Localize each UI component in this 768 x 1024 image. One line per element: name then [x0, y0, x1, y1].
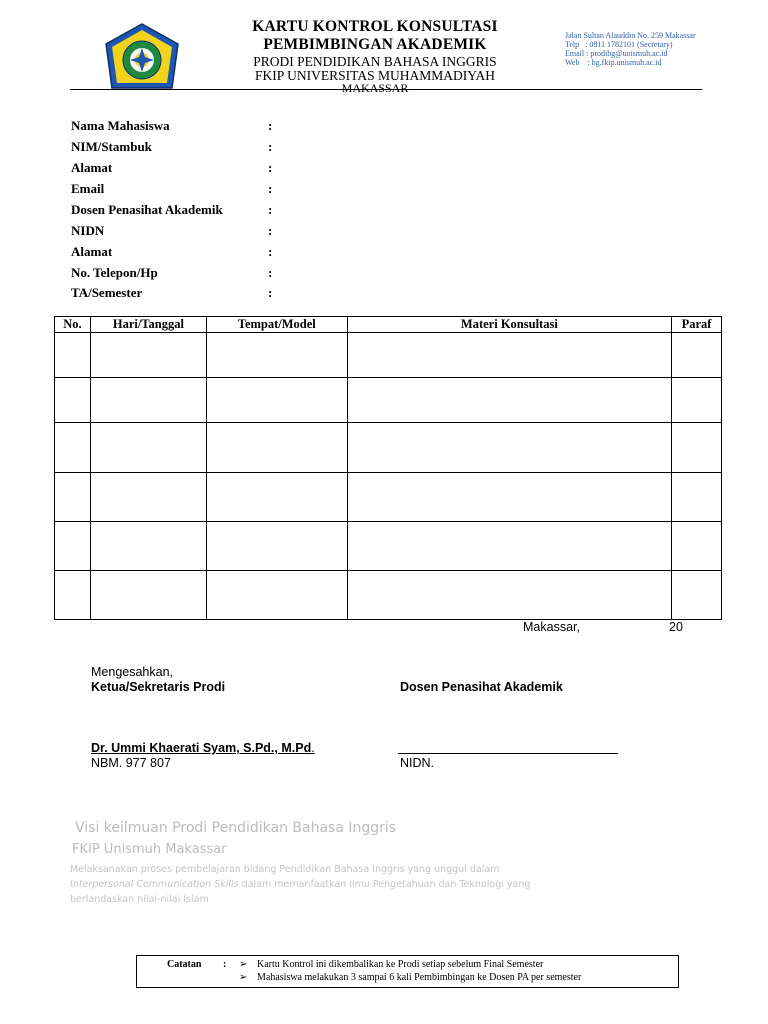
table-cell[interactable]	[347, 333, 671, 378]
university-logo-icon	[104, 22, 180, 92]
signature-year: 20	[669, 620, 683, 634]
table-cell[interactable]	[347, 473, 671, 522]
right-signature-line	[398, 753, 618, 754]
field-colon: :	[268, 285, 273, 300]
field-label-nim: NIM/Stambuk	[71, 139, 152, 154]
right-role: Dosen Penasihat Akademik	[400, 680, 563, 694]
left-role: Ketua/Sekretaris Prodi	[91, 680, 226, 694]
right-signatory-id: NIDN.	[400, 756, 435, 770]
contact-email: Email : prodibg@unismuh.ac.id	[565, 49, 668, 58]
table-cell[interactable]	[55, 333, 91, 378]
table-cell[interactable]	[347, 571, 671, 620]
header-title-line1: KARTU KONTROL KONSULTASI	[252, 18, 498, 35]
field-label-alamat: Alamat	[71, 160, 113, 175]
notes-label: Catatan	[167, 959, 202, 970]
field-colon: :	[268, 160, 273, 175]
table-cell[interactable]	[672, 423, 722, 473]
header-subtitle-line1: PRODI PENDIDIKAN BAHASA INGGRIS	[253, 54, 497, 69]
table-row	[55, 522, 722, 571]
left-signatory-name	[91, 741, 315, 755]
table-cell[interactable]	[347, 423, 671, 473]
watermark-subtitle: FKIP Unismuh Makassar	[72, 842, 227, 857]
table-cell[interactable]	[206, 378, 347, 423]
table-cell[interactable]	[90, 522, 206, 571]
table-cell[interactable]	[672, 333, 722, 378]
table-row	[55, 571, 722, 620]
table-cell[interactable]	[55, 571, 91, 620]
table-cell[interactable]	[206, 423, 347, 473]
table-cell[interactable]	[90, 473, 206, 522]
field-colon: :	[268, 244, 273, 259]
table-row	[55, 423, 722, 473]
col-header-no: No.	[55, 317, 91, 333]
header-title-line2: PEMBIMBINGAN AKADEMIK	[263, 36, 487, 53]
contact-phone: Telp : 0811 1782101 (Secretary)	[565, 40, 673, 49]
table-cell[interactable]	[672, 473, 722, 522]
table-cell[interactable]	[90, 333, 206, 378]
signature-place: Makassar,	[523, 620, 580, 634]
left-signatory-name-dot: .	[311, 741, 315, 755]
col-header-paraf: Paraf	[672, 317, 722, 333]
field-label-telepon: No. Telepon/Hp	[71, 265, 158, 280]
watermark-body-emphasis: Interpersonal Communication Skills	[70, 879, 239, 890]
watermark-title: Visi keilmuan Prodi Pendidikan Bahasa Inggris	[75, 820, 397, 836]
field-colon: :	[268, 181, 273, 196]
field-colon: :	[268, 223, 273, 238]
field-colon: :	[268, 139, 273, 154]
table-cell[interactable]	[55, 522, 91, 571]
header-subtitle-line3: MAKASSAR	[341, 81, 409, 95]
field-label-dosen-pa: Dosen Penasihat Akademik	[71, 202, 223, 217]
field-colon: :	[268, 118, 273, 133]
field-label-nama-mahasiswa: Nama Mahasiswa	[71, 118, 170, 133]
contact-address: Jalan Sultan Alauddin No. 259 Makassar	[565, 31, 696, 40]
table-cell[interactable]	[206, 522, 347, 571]
table-cell[interactable]	[206, 473, 347, 522]
table-cell[interactable]	[55, 423, 91, 473]
table-cell[interactable]	[90, 423, 206, 473]
table-header-row	[55, 317, 722, 333]
field-label-ta-semester: TA/Semester	[71, 285, 143, 300]
note-item	[239, 959, 543, 970]
table-cell[interactable]	[55, 473, 91, 522]
table-row	[55, 378, 722, 423]
table-cell[interactable]	[206, 333, 347, 378]
note-text: Kartu Kontrol ini dikembalikan ke Prodi setiap sebelum Final Semester	[257, 959, 544, 970]
note-item	[239, 972, 581, 983]
table-cell[interactable]	[206, 571, 347, 620]
field-label-alamat-dosen: Alamat	[71, 244, 113, 259]
note-text: Mahasiswa melakukan 3 sampai 6 kali Pembimbingan ke Dosen PA per semester	[257, 972, 582, 983]
approval-label: Mengesahkan,	[91, 665, 174, 679]
arrow-bullet-icon: ➢	[239, 959, 248, 970]
consultation-table	[54, 316, 722, 620]
col-header-hari-tanggal: Hari/Tanggal	[90, 317, 206, 333]
table-row	[55, 473, 722, 522]
watermark-body	[70, 862, 550, 907]
watermark-body-post: dalam memanfaatkan ilmu Pengetahuan dan Teknologi yang berlandaskan nilai-nilai Islam	[70, 879, 531, 905]
left-signatory-id: NBM. 977 807	[91, 756, 171, 770]
watermark-body-pre: Melaksanakan proses pembelajaran bidang Pendidikan Bahasa Inggris yang unggul dalam	[70, 864, 500, 875]
col-header-tempat-model: Tempat/Model	[206, 317, 347, 333]
table-cell[interactable]	[672, 571, 722, 620]
table-cell[interactable]	[347, 378, 671, 423]
field-colon: :	[268, 265, 273, 280]
field-label-nidn: NIDN	[71, 223, 105, 238]
notes-colon: :	[223, 959, 227, 970]
field-label-email: Email	[71, 181, 105, 196]
header-rule	[70, 89, 702, 90]
table-cell[interactable]	[55, 378, 91, 423]
table-cell[interactable]	[90, 378, 206, 423]
header-subtitle-line2: FKIP UNIVERSITAS MUHAMMADIYAH	[255, 68, 495, 83]
arrow-bullet-icon: ➢	[239, 972, 248, 983]
left-signatory-name-text: Dr. Ummi Khaerati Syam, S.Pd., M.Pd	[91, 741, 312, 755]
table-cell[interactable]	[90, 571, 206, 620]
field-colon: :	[268, 202, 273, 217]
col-header-materi-konsultasi: Materi Konsultasi	[347, 317, 671, 333]
table-cell[interactable]	[347, 522, 671, 571]
table-cell[interactable]	[672, 522, 722, 571]
contact-web: Web : bg.fkip.unismuh.ac.id	[565, 58, 662, 67]
notes-box	[136, 955, 679, 988]
table-cell[interactable]	[672, 378, 722, 423]
table-row	[55, 333, 722, 378]
